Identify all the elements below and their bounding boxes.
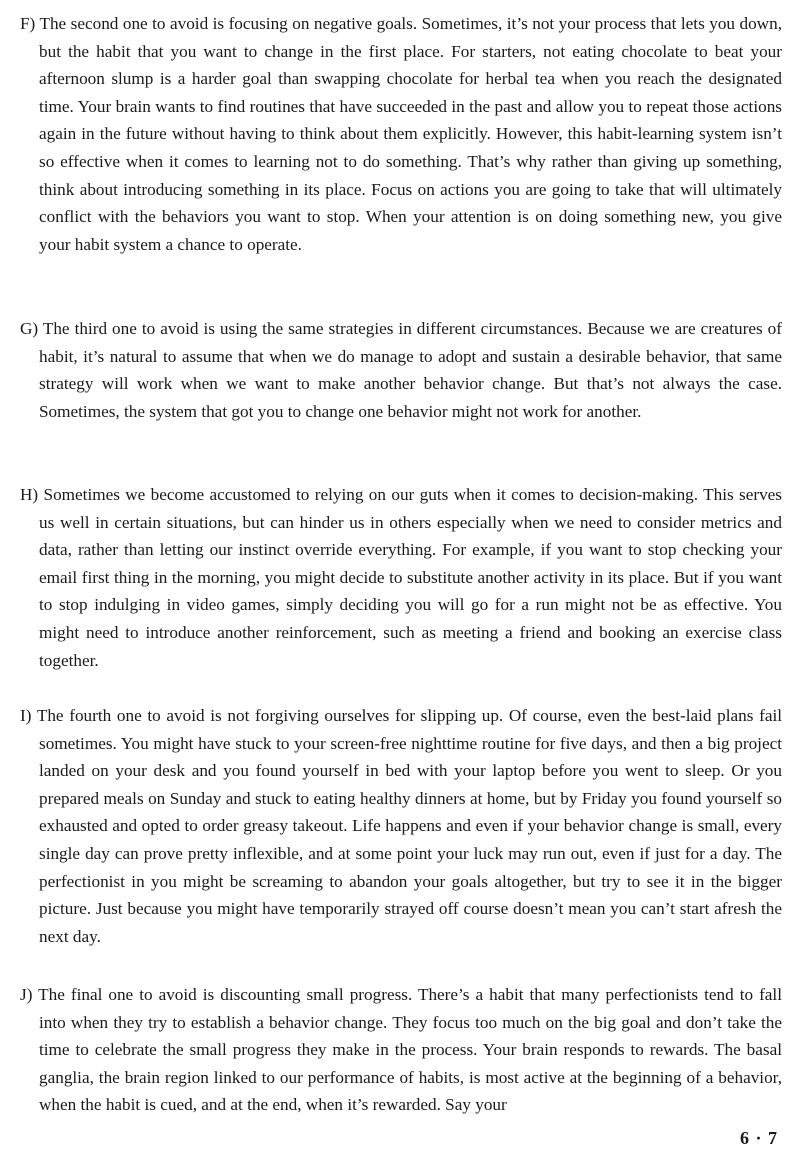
paragraph-label: I) <box>20 706 32 725</box>
paragraph-label: F) <box>20 14 36 33</box>
paragraph-text: The fourth one to avoid is not forgiving ourselves for slipping up. Of course, even the best-laid plans fail sometimes. You might have stuck to your screen-free nighttime routine for five days, and then a big project landed on your desk and you found yourself in bed with your laptop before you went to sleep. Or you prepared meals on Sunday and stuck to eating healthy dinners at home, but by Friday you found yourself so exhausted and opted to order greasy takeout. Life happens and even if your behavior change is small, every single day can prove pretty inflexible, and at some point your luck may run out, even if just for a day. The perfectionist in you might be screaming to abandon your goals altogether, but try to see it in the bigger picture. Just because you might have temporarily strayed off course doesn’t mean you can’t start afresh the next day. <box>36 706 782 946</box>
paragraph-text: The second one to avoid is focusing on negative goals. Sometimes, it’s not your process that lets you down, but the habit that you want to change in the first place. For starters, not eating chocolate to beat your afternoon slump is a harder goal than swapping chocolate for herbal tea when you reach the designated time. Your brain wants to find routines that have succeeded in the past and allow you to repeat those actions again in the future without having to think about them explicitly. However, this habit-learning system isn’t so effective when it comes to learning not to do something. That’s why rather than giving up something, think about introducing something in its place. Focus on actions you are going to take that will ultimately conflict with the behaviors you want to stop. When your attention is on doing something new, you give your habit system a chance to operate. <box>39 14 782 254</box>
paragraph-text: Sometimes we become accustomed to relying on our guts when it comes to decision-making. This serves us well in certain situations, but can hinder us in others especially when we need to consider metrics and data, rather than letting our instinct override everything. For example, if you want to stop checking your email first thing in the morning, you might decide to substitute another activity in its place. But if you want to stop indulging in video games, simply deciding you will go for a run might not be as effective. You might need to introduce another reinforcement, such as meeting a friend and booking an exercise class together. <box>39 485 782 670</box>
paragraph-label: G) <box>20 319 39 338</box>
paragraph-f <box>20 10 782 258</box>
paragraph-i <box>20 702 782 950</box>
paragraph-text: The third one to avoid is using the same strategies in different circumstances. Because we are creatures of habit, it’s natural to assume that when we do manage to adopt and sustain a desirable behavior, that same strategy will work when we want to make another behavior change. But that’s not always the case. Sometimes, the system that got you to change one behavior might not work for another. <box>39 319 782 421</box>
paragraph-j <box>20 981 782 1119</box>
paragraph-label: J) <box>20 985 33 1004</box>
page-number: 6 · 7 <box>739 1128 778 1148</box>
paragraph-text: The final one to avoid is discounting small progress. There’s a habit that many perfectionists tend to fall into when they try to establish a behavior change. They focus too much on the big goal and don’t take the time to celebrate the small progress they make in the process. Your brain responds to rewards. The basal ganglia, the brain region linked to our performance of habits, is most active at the beginning of a behavior, when the habit is cued, and at the end, when it’s rewarded. Say your <box>38 985 782 1115</box>
paragraph-label: H) <box>20 485 39 504</box>
paragraph-g <box>20 315 782 425</box>
paragraph-h <box>20 481 782 674</box>
